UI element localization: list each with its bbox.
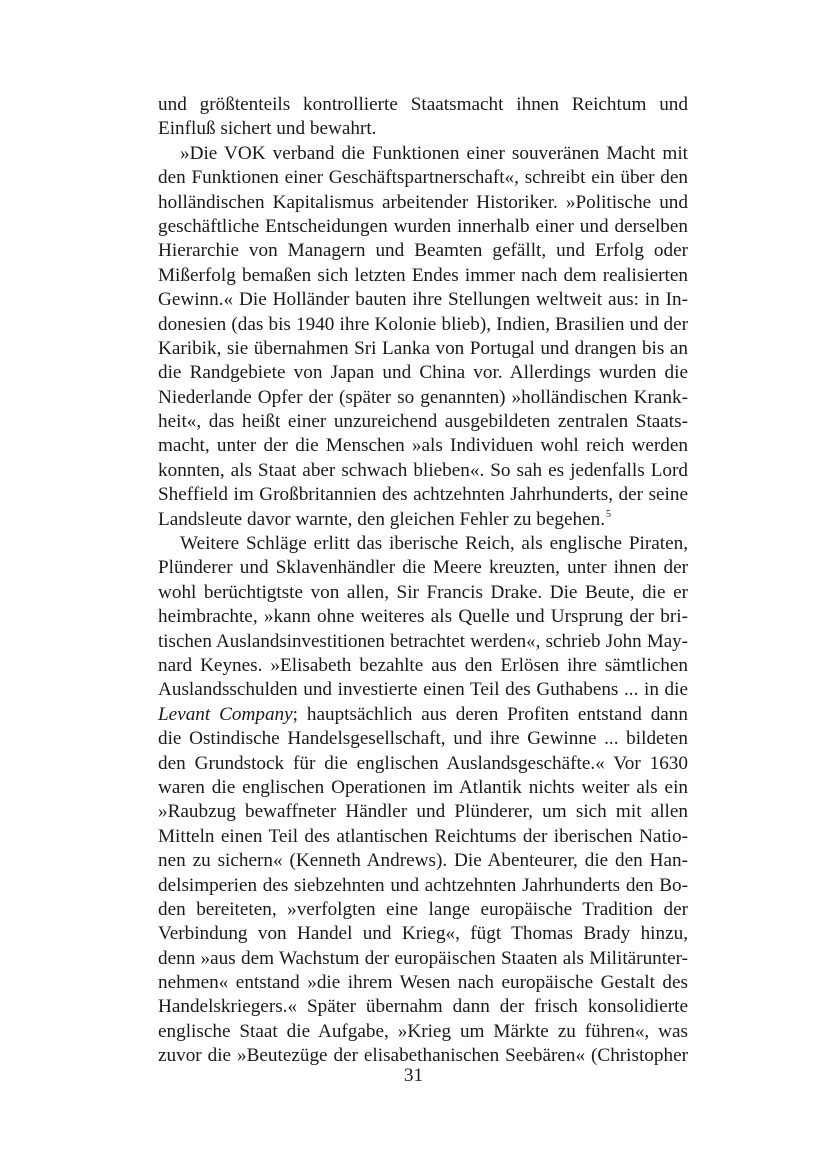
line-text: Hierarchie von Managern und Beamten gefällt, und Erfolg oder (158, 240, 688, 262)
footnote-marker: 5 (606, 508, 611, 520)
text-line (158, 678, 688, 702)
text-line (158, 434, 688, 458)
text-line (158, 1020, 688, 1044)
line-text: geschäftliche Entscheidungen wurden innerhalb einer und derselben (158, 215, 688, 237)
text-line (158, 239, 688, 263)
line-text: nen zu sichern« (Kenneth Andrews). Die Abenteurer, die den Han- (158, 850, 688, 872)
line-text: tischen Auslandsinvestitionen betrachtet werden«, schrieb John May- (158, 630, 688, 652)
text-line (158, 556, 688, 580)
text-line (158, 337, 688, 361)
text-line (158, 654, 688, 678)
line-text: den Grundstock für die englischen Auslandsgeschäfte.« Vor 1630 (158, 752, 688, 774)
text-line (158, 483, 688, 507)
italic-title: Levant Company (158, 703, 293, 725)
line-text: die Randgebiete von Japan und China vor. Allerdings wurden die (158, 362, 688, 384)
text-line (158, 971, 688, 995)
line-text: und größtenteils kontrollierte Staatsmacht ihnen Reichtum und (158, 94, 688, 115)
text-line (158, 264, 688, 288)
line-text: Sheffield im Großbritannien des achtzehnten Jahrhunderts, der seine (158, 484, 688, 506)
line-text: Karibik, sie übernahmen Sri Lanka von Portugal und drangen bis an (158, 337, 688, 359)
line-text: Handelskriegers.« Später übernahm dann der frisch konsolidierte (158, 996, 688, 1018)
text-line (158, 459, 688, 483)
text-line (158, 142, 688, 166)
text-line (158, 117, 688, 141)
line-text: Einfluß sichert und bewahrt. (158, 118, 377, 140)
text-line (158, 727, 688, 751)
text-line (158, 410, 688, 434)
text-line (158, 825, 688, 849)
text-line (158, 605, 688, 629)
line-text: den Funktionen einer Geschäftspartnerschaft«, schreibt ein über den (158, 167, 688, 189)
line-text: Weitere Schläge erlitt das iberische Reich, als englische Piraten, (180, 533, 688, 555)
text-line (158, 93, 688, 117)
line-text: Mißerfolg bemaßen sich letzten Endes immer nach dem realisierten (158, 264, 688, 286)
line-text: Mitteln einen Teil des atlantischen Reichtums der iberischen Natio- (158, 825, 688, 847)
line-text: donesien (das bis 1940 ihre Kolonie blieb), Indien, Brasilien und der (158, 313, 688, 335)
line-text: Niederlande Opfer der (später so genannten) »holländischen Krank- (158, 386, 688, 408)
text-line (158, 313, 688, 337)
line-text: »Die VOK verband die Funktionen einer souveränen Macht mit (180, 142, 688, 164)
text-line (158, 947, 688, 971)
text-line (158, 508, 688, 532)
text-line (158, 191, 688, 215)
line-text: Gewinn.« Die Holländer bauten ihre Stellungen weltweit aus: in In- (158, 289, 688, 311)
text-line (158, 995, 688, 1019)
body-text (158, 93, 688, 1069)
text-line (158, 874, 688, 898)
line-text: delsimperien des siebzehnten und achtzehnten Jahrhunderts den Bo- (158, 874, 688, 896)
line-text: englische Staat die Aufgabe, »Krieg um Märkte zu führen«, was (158, 1020, 688, 1042)
text-line (158, 849, 688, 873)
text-line (158, 752, 688, 776)
text-line (158, 532, 688, 556)
line-text: denn »aus dem Wachstum der europäischen Staaten als Militärunter- (158, 947, 688, 969)
line-text: waren die englischen Operationen im Atlantik nichts weiter als ein (158, 776, 688, 798)
line-text: »Raubzug bewaffneter Händler und Plünderer, um sich mit allen (158, 801, 688, 823)
line-text: heit«, das heißt einer unzureichend ausgebildeten zentralen Staats- (158, 411, 688, 433)
text-line (158, 386, 688, 410)
line-text: Auslandsschulden und investierte einen Teil des Guthabens ... in die (158, 679, 688, 701)
line-text: heimbrachte, »kann ohne weiteres als Quelle und Ursprung der bri- (158, 606, 688, 628)
line-text: macht, unter der die Menschen »als Individuen wohl reich werden (158, 435, 688, 457)
text-line (158, 288, 688, 312)
line-text: ; hauptsächlich aus deren Profiten entstand dann (292, 703, 688, 725)
text-line (158, 922, 688, 946)
text-line (158, 215, 688, 239)
line-text: den bereiteten, »verfolgten eine lange europäische Tradition der (158, 898, 688, 920)
text-line (158, 703, 688, 727)
text-line (158, 630, 688, 654)
line-text: Landsleute davor warnte, den gleichen Fehler zu begehen. (158, 508, 605, 530)
line-text: zuvor die »Beutezüge der elisabethanischen Seebären« (Christopher (158, 1045, 688, 1067)
text-line (158, 776, 688, 800)
line-text: Verbindung von Handel und Krieg«, fügt Thomas Brady hinzu, (158, 923, 688, 945)
text-line (158, 898, 688, 922)
line-text: nehmen« entstand »die ihrem Wesen nach europäische Gestalt des (158, 972, 688, 994)
page-number: 31 (403, 1065, 424, 1086)
text-line (158, 361, 688, 385)
line-text: Plünderer und Sklavenhändler die Meere kreuzten, unter ihnen der (158, 557, 688, 579)
line-text: wohl berüchtigtste von allen, Sir Francis Drake. Die Beute, die er (158, 581, 688, 603)
text-line (158, 800, 688, 824)
line-text: holländischen Kapitalismus arbeitender Historiker. »Politische und (158, 191, 688, 213)
text-line (158, 581, 688, 605)
line-text: nard Keynes. »Elisabeth bezahlte aus den Erlösen ihre sämtlichen (158, 654, 688, 676)
line-text: konnten, als Staat aber schwach blieben«. So sah es jedenfalls Lord (158, 459, 688, 481)
line-text: die Ostindische Handelsgesellschaft, und ihre Gewinne ... bildeten (158, 728, 688, 750)
text-line (158, 166, 688, 190)
